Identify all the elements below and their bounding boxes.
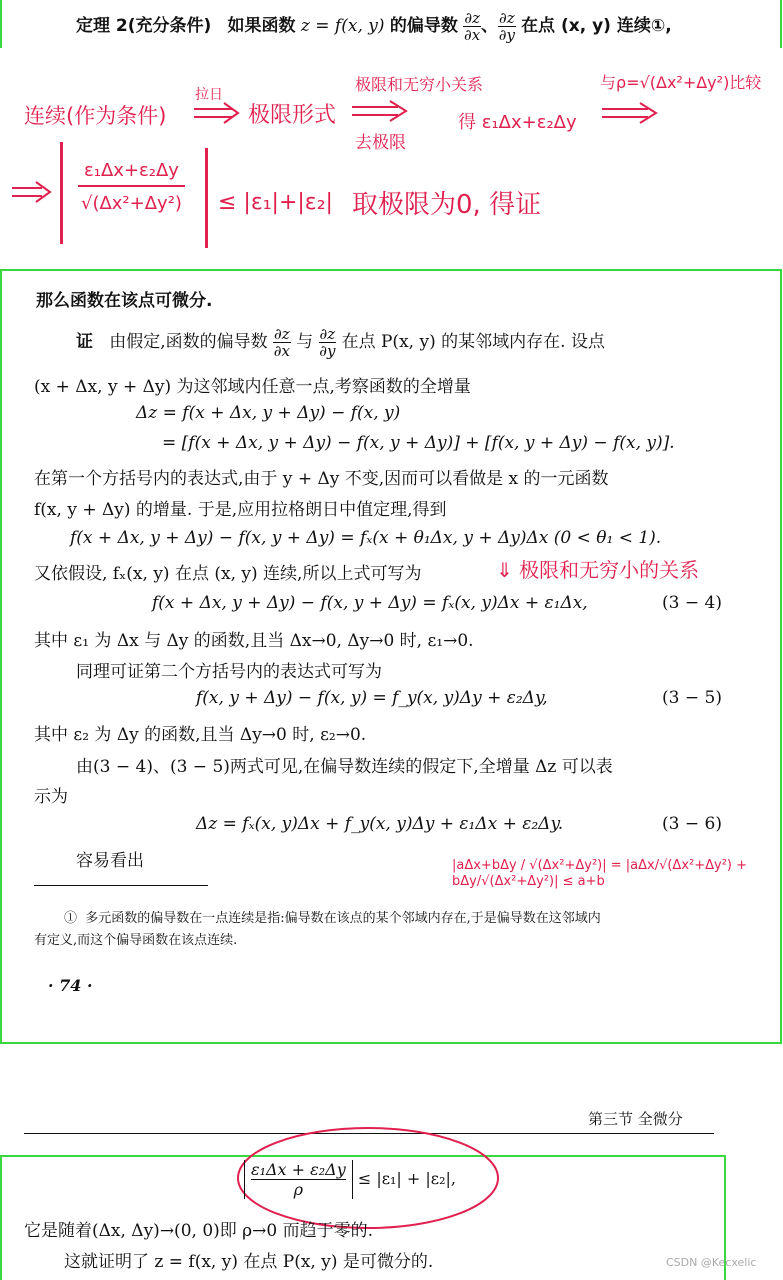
next-page-line2: 这就证明了 z = f(x, y) 在点 P(x, y) 是可微分的. (64, 1252, 434, 1272)
hand-note-1c-bottom: 去极限 (355, 133, 406, 153)
ineq-num: ε₁Δx + ε₂Δy (251, 1160, 346, 1179)
theorem-label: 定理 2 (76, 16, 128, 36)
hand-note-1a: 连续(作为条件) (24, 104, 167, 128)
hand-note-1d: 得 ε₁Δx+ε₂Δy (458, 112, 577, 133)
proof-p4: f(x, y + Δy) 的增量. 于是,应用拉格朗日中值定理,得到 (34, 500, 447, 520)
theorem-condition: (充分条件) (127, 16, 212, 36)
page-number: · 74 · (48, 976, 93, 995)
proof-p8: 其中 ε₂ 为 Δy 的函数,且当 Δy→0 时, ε₂→0. (34, 725, 367, 745)
hand-note-1e: 与ρ=√(Δx²+Δy²)比较 (600, 73, 762, 92)
eq-number-3-4: (3 − 4) (662, 593, 722, 613)
hand-abs-frac (78, 160, 185, 214)
proof-p1-b: 在点 P(x, y) 的某邻域内存在. 设点 (341, 332, 605, 352)
frame-bottom-left (0, 1155, 2, 1280)
proof-p3: 在第一个方括号内的表达式,由于 y + Δy 不变,因而可以看做是 x 的一元函数 (34, 469, 609, 489)
proof-eq2: = [f(x + Δx, y + Δy) − f(x, y + Δy)] + [f(x, y + Δy) − f(x, y)]. (162, 433, 675, 453)
frame-right-mid (780, 269, 782, 1044)
hand-note-1c-top: 极限和无穷小关系 (355, 75, 484, 94)
eq-number-3-6: (3 − 6) (662, 814, 722, 834)
proof-eq3: f(x + Δx, y + Δy) − f(x, y + Δy) = fₓ(x + θ₁Δx, y + Δy)Δx (0 < θ₁ < 1). (70, 528, 662, 548)
hand-note-2-num: ε₁Δx+ε₂Δy (78, 160, 185, 187)
frame-right-top (780, 0, 782, 48)
footnote-line2: 有定义,而这个偏导函数在该点连续. (34, 933, 238, 948)
hand-abs-right (205, 148, 208, 248)
proof-p2: (x + Δx, y + Δy) 为这邻域内任意一点,考察函数的全增量 (34, 377, 471, 397)
hand-note-2-den: √(Δx²+Δy²) (80, 193, 182, 214)
theorem-mid: 的偏导数 (389, 16, 458, 36)
proof-eq1: Δz = f(x + Δx, y + Δy) − f(x, y) (136, 403, 401, 423)
frame-left-top (0, 0, 2, 48)
hand-note-arrow-label: 拉日 (195, 87, 223, 103)
hand-note-abs-bound: |aΔx+bΔy / √(Δx²+Δy²)| = |aΔx/√(Δx²+Δy²) + bΔy/√(Δx²+Δy²)| ≤ a+b (452, 858, 748, 889)
double-arrow-3 (600, 100, 660, 126)
proof-eq4: f(x + Δx, y + Δy) − f(x, y + Δy) = fₓ(x, y)Δx + ε₁Δx, (152, 593, 588, 613)
frac-dz-dy: $\frac{\partial z}{\partial y}$ (498, 9, 515, 44)
frame-mid-top (2, 269, 780, 271)
footnote-rule (34, 885, 208, 886)
next-page-header: 第三节 全微分 (588, 1110, 683, 1128)
frame-mid-bottom (2, 1042, 780, 1044)
theorem-tail: 在点 (x, y) 连续①, (521, 16, 672, 36)
footnote-line1: 多元函数的偏导数在一点连续是指:偏导数在该点的某个邻域内存在,于是偏导数在这邻域内 (85, 911, 601, 926)
frac-dz-dx-2: $\frac{\partial z}{\partial x}$ (273, 325, 290, 360)
proof-p5: 又依假设, fₓ(x, y) 在点 (x, y) 连续,所以上式可写为 (34, 564, 422, 584)
proof-p7: 同理可证第二个方括号内的表达式可写为 (76, 662, 382, 682)
hand-note-1b: 极限形式 (248, 103, 337, 128)
eq-number-3-5: (3 − 5) (662, 688, 722, 708)
proof-label: 证 (76, 332, 93, 352)
next-page-line1: 它是随着(Δx, Δy)→(0, 0)即 ρ→0 而趋于零的. (24, 1221, 374, 1241)
proof-p9: 由(3 − 4)、(3 − 5)两式可见,在偏导数连续的假定下,全增量 Δz 可以表 (76, 757, 613, 777)
ineq-den: ρ (293, 1180, 304, 1199)
proof-p1-a: 由假定,函数的偏导数 (109, 332, 268, 352)
proof-p1 (76, 326, 605, 359)
frac-dz-dy-2: $\frac{\partial z}{\partial y}$ (319, 325, 336, 360)
theorem-conclusion: 那么函数在该点可微分. (36, 291, 213, 311)
hand-note-limit-relation: ⇓ 极限和无穷小的关系 (496, 558, 700, 582)
footnote-marker: ① (64, 911, 78, 926)
theorem-line (76, 10, 672, 43)
proof-p10: 示为 (34, 787, 68, 807)
watermark: CSDN @Kecxelic (666, 1256, 757, 1269)
proof-p1-mid: 与 (296, 332, 314, 352)
next-page-ineq (244, 1160, 456, 1199)
ineq-rhs: ≤ |ε₁| + |ε₂|, (357, 1169, 456, 1188)
hand-note-2-ineq: ≤ |ε₁|+|ε₂| (218, 190, 333, 215)
implies-arrow (10, 180, 54, 204)
proof-eq5: f(x, y + Δy) − f(x, y) = f_y(x, y)Δy + ε₂Δy, (196, 688, 548, 708)
footnote (34, 908, 734, 952)
theorem-sep: 、 (480, 16, 498, 36)
theorem-func: z = f(x, y) (300, 16, 385, 36)
double-arrow-2 (350, 98, 410, 124)
theorem-lead: 如果函数 (227, 16, 296, 36)
proof-p6: 其中 ε₁ 为 Δx 与 Δy 的函数,且当 Δx→0, Δy→0 时, ε₁→0. (34, 631, 474, 651)
hand-abs-left (60, 142, 63, 244)
hand-note-2-tail: 取极限为0, 得证 (352, 190, 542, 220)
proof-eq6: Δz = fₓ(x, y)Δx + f_y(x, y)Δy + ε₁Δx + ε₂Δy. (196, 814, 564, 834)
frac-dz-dx: $\frac{\partial z}{\partial x}$ (464, 9, 481, 44)
proof-p11: 容易看出 (76, 851, 144, 871)
frame-left-mid (0, 269, 2, 1044)
